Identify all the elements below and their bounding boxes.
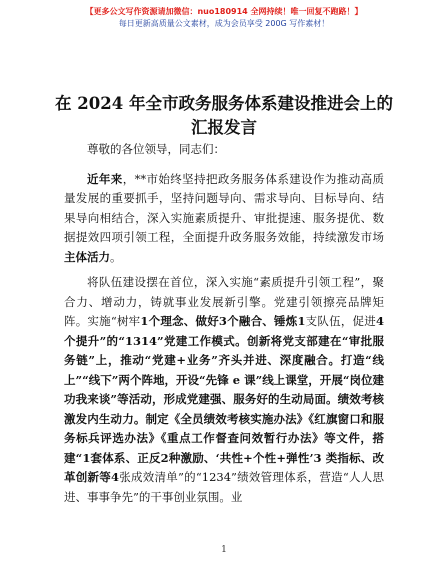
para2-bold: 1 <box>82 450 91 465</box>
promo-banner <box>0 6 448 30</box>
promo-line-2: 每日更新高质量公文素材，成为会员享受 200G 写作素材！ <box>118 19 330 28</box>
para2-bold: 4 <box>111 470 120 484</box>
para2-bold: 3 <box>218 314 227 328</box>
para2-bold-text: 个融合、锤炼 <box>226 314 298 328</box>
para1-bold-end: 主体活力 <box>64 249 110 264</box>
para2-bold-text: 个提升”的“1314”党建工作模式。创新将党支部建在“审批服务链”上，推动“党建+业务”齐头并进、深度融合。打造“线上”“线下”两个阵地，开设“先锋 e 课”线上课堂，开展“岗位建功我来谈”等活动，形成党建强、服务好的生动局面。绩效考核激发内生动力。制定《全员绩效考核实施办法》《红旗窗口和服务标兵评选办法》《重点工作督查问效暂行办法》等文件，搭建“ <box>64 333 384 465</box>
para2-bold-text: 种激励、‘共性+个性+弹性’3 类指标、改革创新等 <box>64 450 384 484</box>
para1-lead: 近年来 <box>87 171 123 186</box>
paragraph-1 <box>64 170 384 268</box>
para1-end: 。 <box>110 249 122 264</box>
page-number: 1 <box>221 545 227 555</box>
para2-bold-text: 套体系、正反 <box>90 450 161 465</box>
para2-bold: 1 <box>297 314 306 328</box>
paragraph-2 <box>64 273 384 507</box>
para1-text: ，**市始终坚持把政务服务体系建设作为推动高质量发展的重要抓手，坚持问题导向、需求导向、目标导向、结果导向相结合，深入实施素质提升、审批提速、服务提优、数据提效四项引领工程，全面提升政务服务效能，持续激发市场 <box>64 171 384 244</box>
para2-bold: 2 <box>160 450 169 465</box>
para2-bold-text: 个理念、做好 <box>148 314 219 328</box>
para2-bold: 4 <box>375 314 384 328</box>
promo-line-1: 【更多公文写作资源请加微信：nuo180914 全网持续！唯一回复不跑路！】 <box>85 7 363 16</box>
para2-text: 张成效清单”的“1234”绩效管理体系，营造“人人思进、事事争先”的干事创业氛围。业 <box>64 470 385 504</box>
para2-bold: 1 <box>140 314 149 328</box>
document-body <box>64 140 384 507</box>
salutation: 尊敬的各位领导，同志们： <box>87 142 225 156</box>
para2-text: 支队伍，促进 <box>305 314 376 328</box>
document-title: 在 2024 年全市政务服务体系建设推进会上的汇报发言 <box>55 94 393 137</box>
para2-text: 将队伍建设摆在首位，深入实施“素质提升引领工程”，聚合力、增动力，铸就事业发展新引擎。党建引领擦亮品牌矩阵。实施“树牢 <box>64 275 384 328</box>
